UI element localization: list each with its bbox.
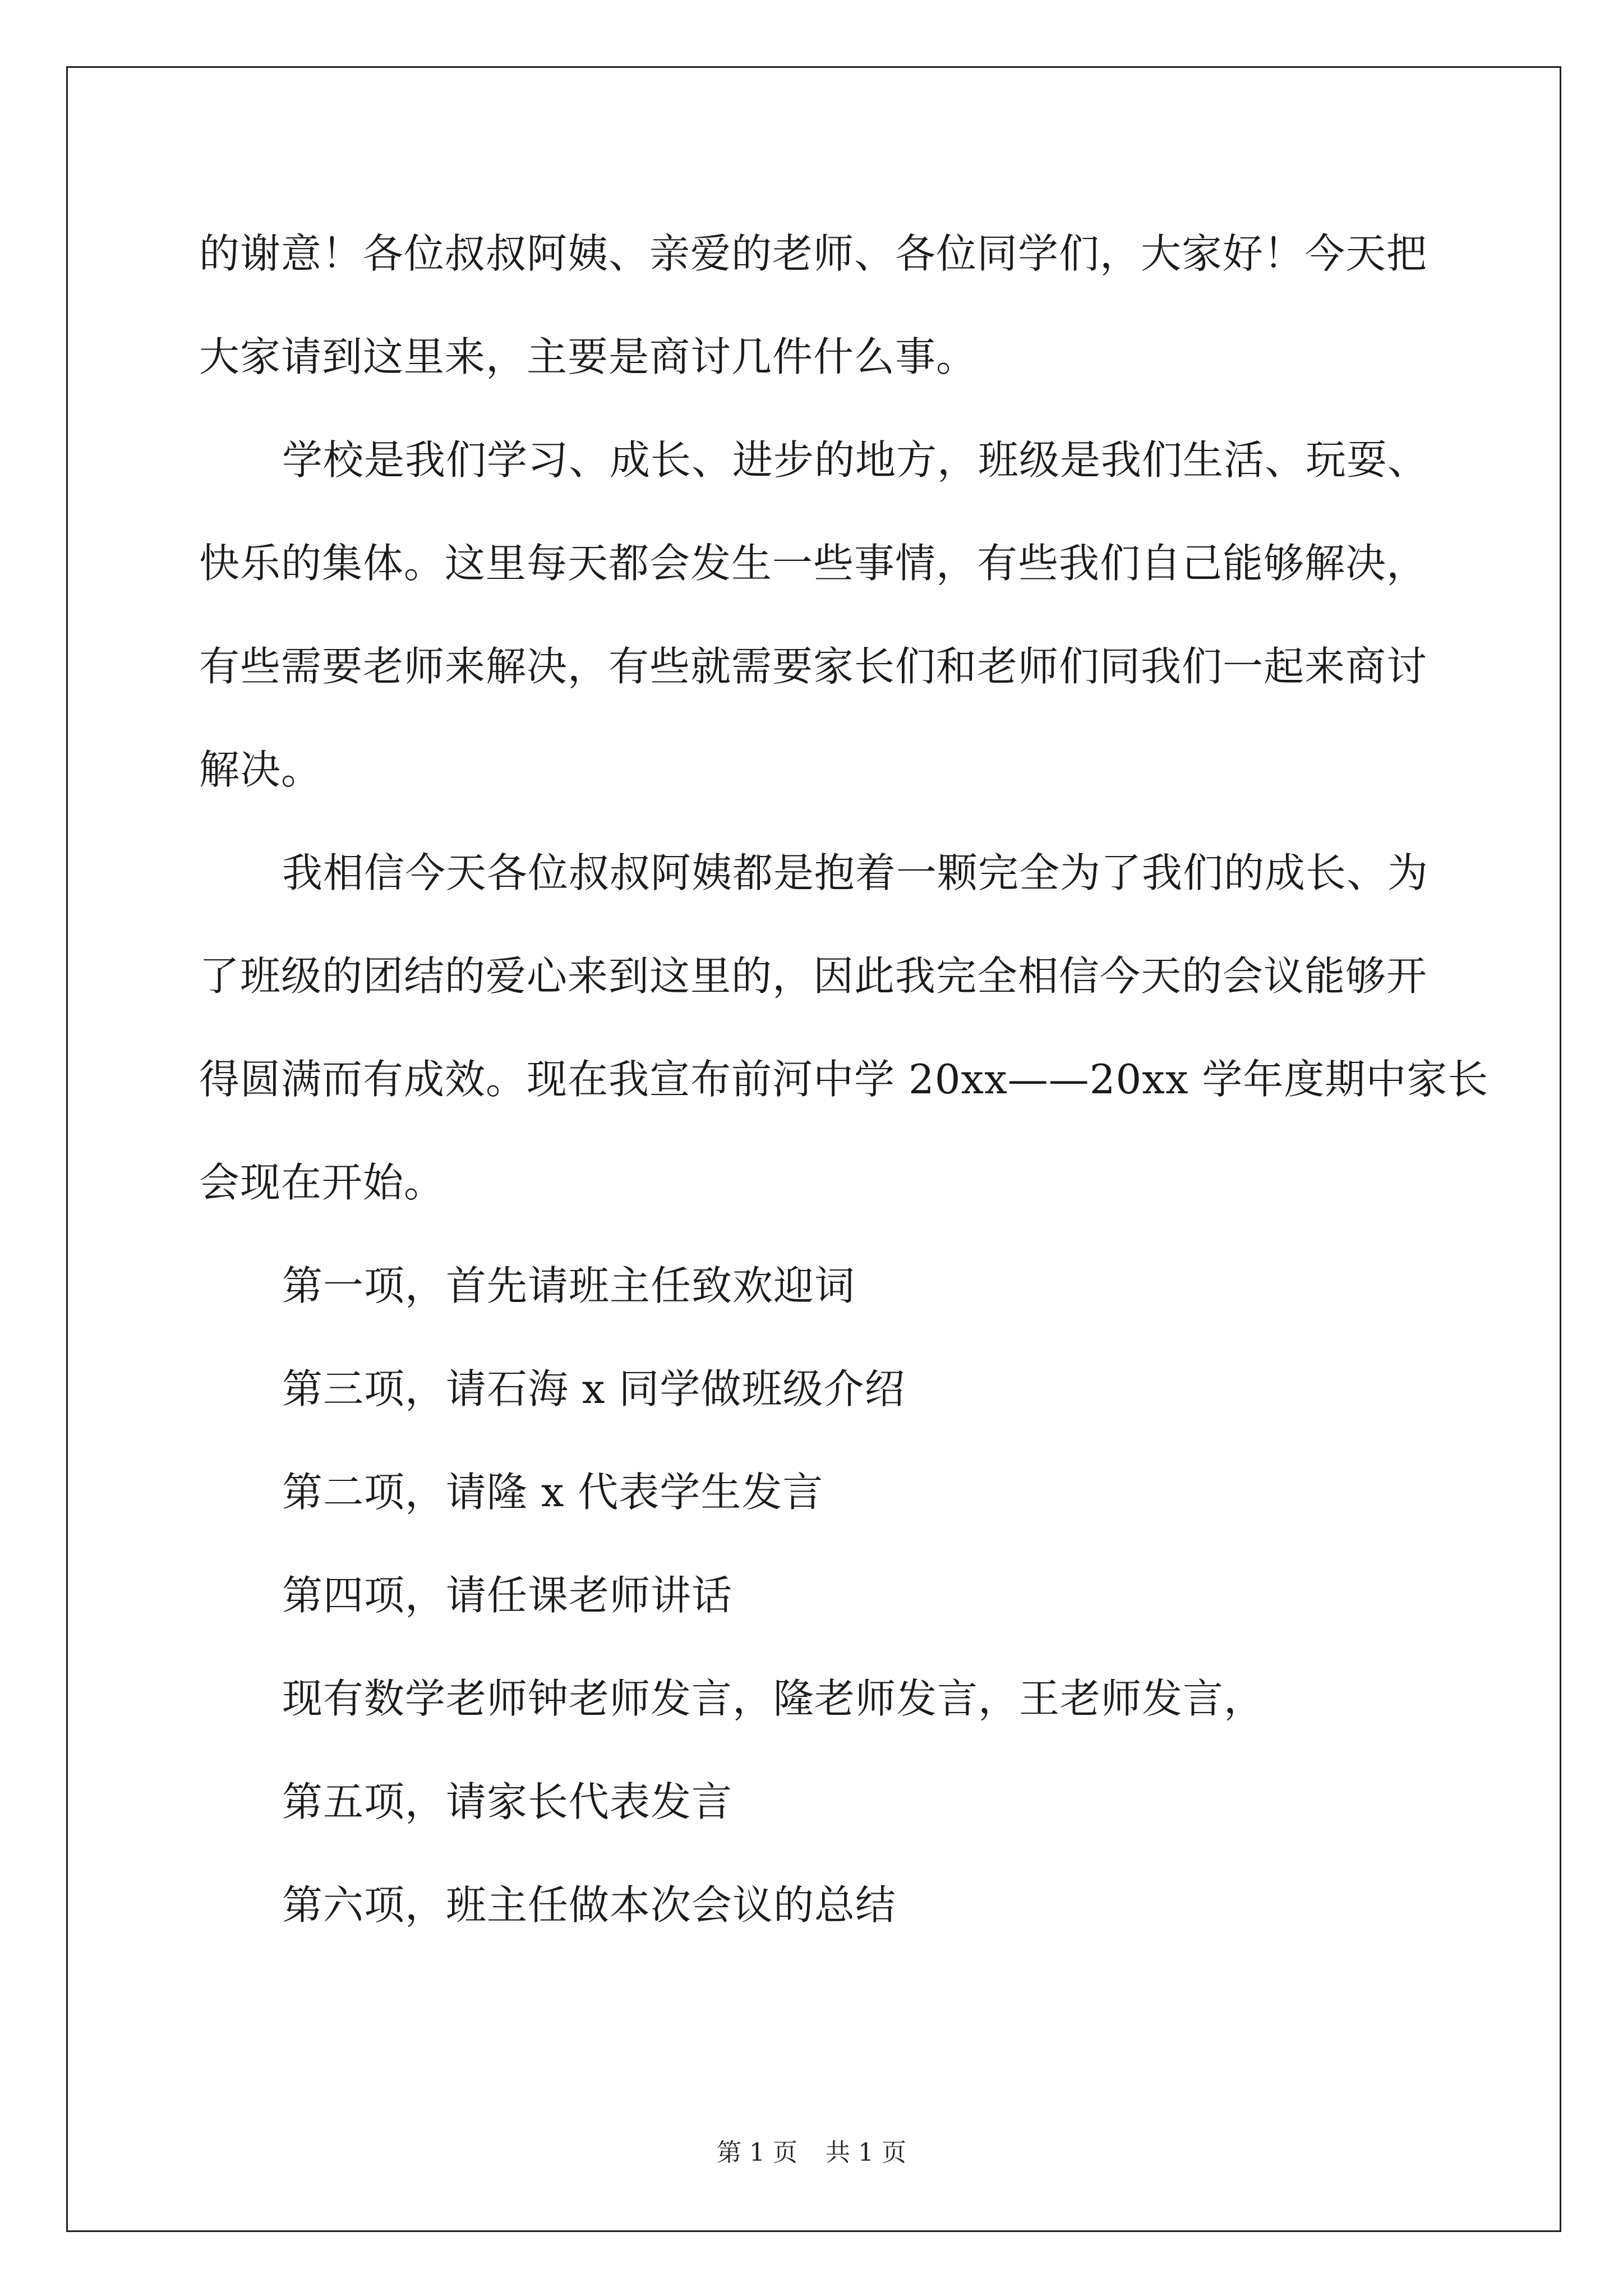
agenda-item-2: 第二项，请隆 x 代表学生发言	[282, 1469, 824, 1516]
text-line-9: 得圆满而有成效。现在我宣布前河中学 20xx——20xx 学年度期中家长	[199, 1056, 1489, 1103]
text-line-6: 解决。	[199, 746, 322, 793]
agenda-item-4-detail: 现有数学老师钟老师发言，隆老师发言，王老师发言，	[282, 1675, 1265, 1722]
agenda-item-3: 第三项，请石海 x 同学做班级介绍	[282, 1365, 906, 1412]
agenda-item-1: 第一项，首先请班主任致欢迎词	[282, 1262, 856, 1309]
page-total: 共 1 页	[826, 2138, 906, 2167]
agenda-item-5: 第五项，请家长代表发言	[282, 1778, 733, 1825]
text-line-5: 有些需要老师来解决，有些就需要家长们和老师们同我们一起来商讨	[199, 643, 1428, 690]
text-line-1: 的谢意！各位叔叔阿姨、亲爱的老师、各位同学们，大家好！今天把	[199, 230, 1428, 277]
page-footer	[0, 2136, 1623, 2170]
text-line-8: 了班级的团结的爱心来到这里的，因此我完全相信今天的会议能够开	[199, 953, 1428, 1000]
page-number: 第 1 页	[717, 2138, 797, 2167]
document-body	[199, 202, 1489, 1957]
text-line-7: 我相信今天各位叔叔阿姨都是抱着一颗完全为了我们的成长、为	[282, 849, 1429, 896]
text-line-2: 大家请到这里来，主要是商讨几件什么事。	[199, 333, 978, 380]
text-line-10: 会现在开始。	[199, 1159, 445, 1206]
text-line-4: 快乐的集体。这里每天都会发生一些事情，有些我们自己能够解决，	[199, 540, 1428, 587]
agenda-item-4: 第四项，请任课老师讲话	[282, 1572, 733, 1619]
agenda-item-6: 第六项，班主任做本次会议的总结	[282, 1881, 897, 1929]
text-line-3: 学校是我们学习、成长、进步的地方，班级是我们生活、玩耍、	[282, 436, 1429, 484]
